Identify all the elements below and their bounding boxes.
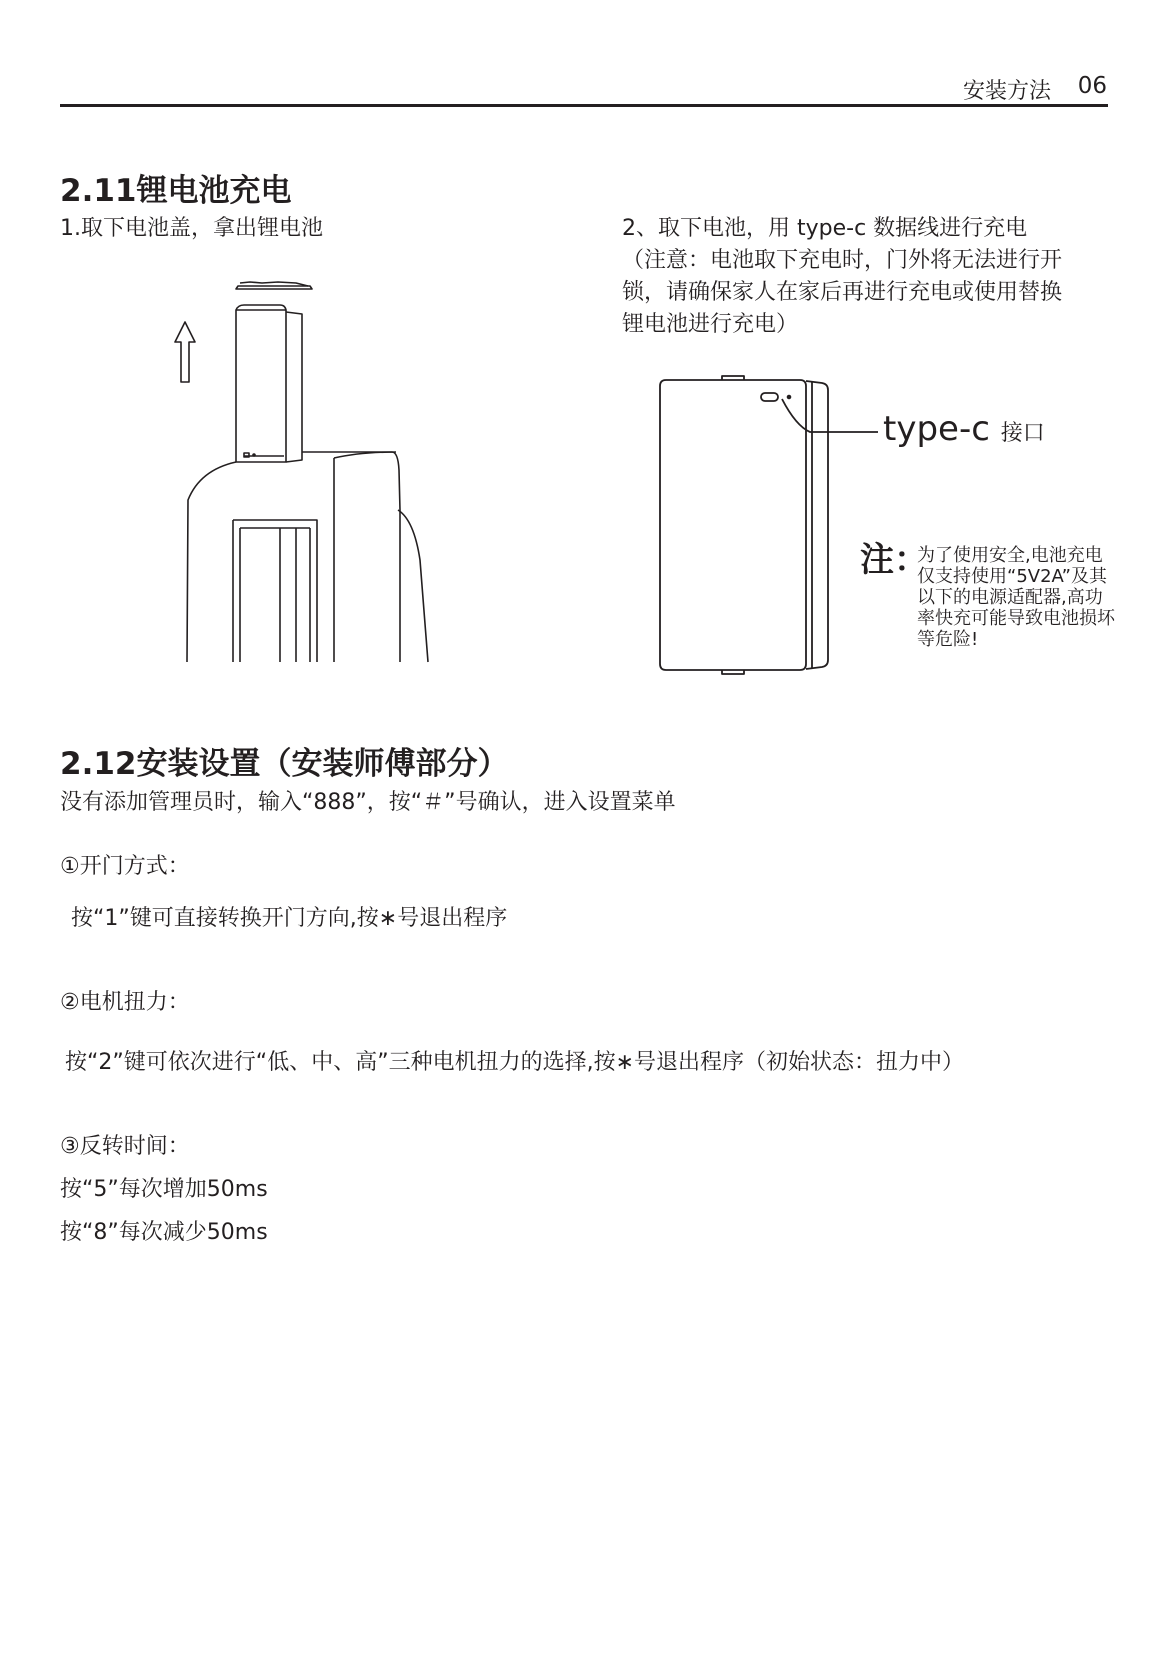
- item-2-text: 按“2”键可依次进行“低、中、高”三种电机扭力的选择,按∗号退出程序（初始状态：扭力中）: [65, 1050, 965, 1075]
- battery-illustration: [236, 305, 302, 462]
- step-2-text: [622, 213, 1062, 341]
- step-2-line: 2、取下电池，用 type-c 数据线进行充电: [622, 216, 1028, 241]
- item-1-title: ①开门方式：: [60, 854, 190, 879]
- lock-body-illustration: [187, 452, 428, 662]
- note-heading: 注：: [860, 540, 928, 580]
- type-c-label-main: type-c: [883, 409, 990, 449]
- type-c-port-icon: [761, 393, 778, 401]
- item-3-title: ③反转时间：: [60, 1134, 190, 1159]
- item-3-line-1: 按“5”每次增加50ms: [60, 1177, 268, 1202]
- item-1-text: 按“1”键可直接转换开门方向,按∗号退出程序: [71, 906, 508, 931]
- battery-cover-illustration: [236, 282, 312, 289]
- item-3-line-2: 按“8”每次减少50ms: [60, 1220, 268, 1245]
- step-1-text: 1.取下电池盖，拿出锂电池: [60, 216, 323, 241]
- safety-note-line: 等危险!: [917, 629, 979, 650]
- safety-note-line: 以下的电源适配器,高功: [917, 587, 1103, 608]
- safety-note-line: 仅支持使用“5V2A”及其: [917, 566, 1107, 587]
- step-2-line: （注意：电池取下充电时，门外将无法进行开: [622, 248, 1063, 273]
- header-divider: [60, 104, 1108, 107]
- item-2-title: ②电机扭力：: [60, 990, 190, 1015]
- callout-line: [782, 399, 878, 432]
- type-c-label-suffix: 接口: [1000, 421, 1045, 446]
- safety-note-line: 为了使用安全,电池充电: [917, 545, 1103, 566]
- settings-intro: 没有添加管理员时，输入“888”，按“＃”号确认，进入设置菜单: [60, 790, 676, 815]
- type-c-port-label: [883, 409, 1045, 449]
- up-arrow-icon: [175, 322, 195, 382]
- page-number: 06: [1077, 73, 1107, 99]
- section-heading-2-12: 2.12安装设置（安装师傅部分）: [60, 746, 509, 782]
- header-title: 安装方法: [962, 79, 1051, 104]
- step-2-line: 锂电池进行充电）: [622, 312, 799, 337]
- section-heading-2-11: 2.11锂电池充电: [60, 173, 292, 209]
- step-2-line: 锁，请确保家人在家后再进行充电或使用替换: [622, 280, 1063, 305]
- safety-note: [917, 545, 1137, 650]
- safety-note-line: 率快充可能导致电池损坏: [917, 608, 1115, 629]
